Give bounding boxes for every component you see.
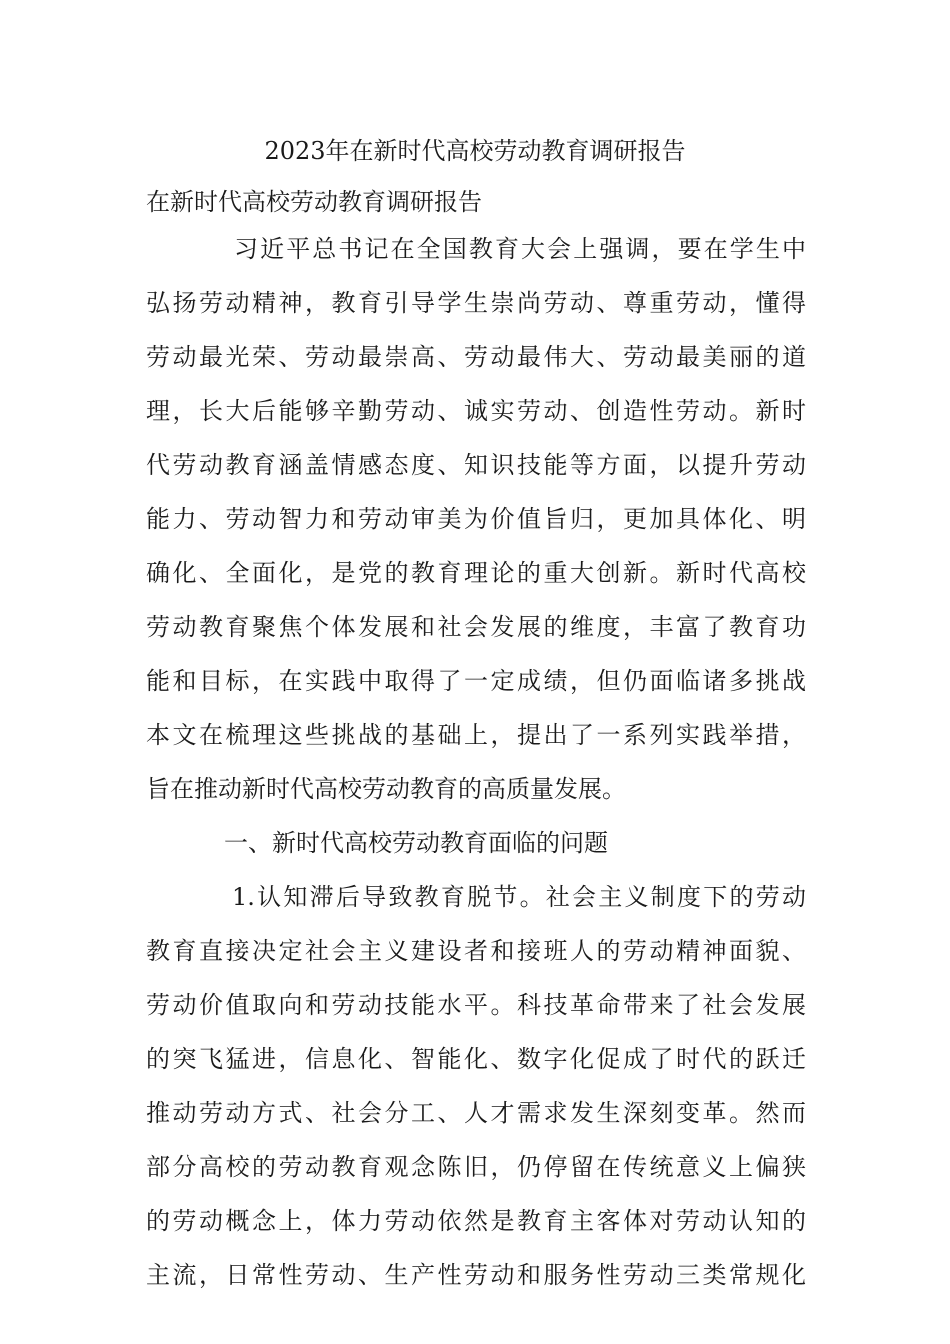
- paragraph-line: 劳动最光荣、劳动最崇高、劳动最伟大、劳动最美丽的道: [146, 343, 806, 371]
- paragraph-line: 理，长大后能够辛勤劳动、诚实劳动、创造性劳动。新时: [146, 397, 806, 425]
- paragraph-line: 代劳动教育涵盖情感态度、知识技能等方面，以提升劳动: [146, 451, 806, 479]
- paragraph-line: 能力、劳动智力和劳动审美为价值旨归，更加具体化、明: [146, 505, 806, 533]
- document-body: [146, 229, 806, 1309]
- paragraph-line: 确化、全面化，是党的教育理论的重大创新。新时代高校: [146, 559, 806, 587]
- paragraph-line: 推动劳动方式、社会分工、人才需求发生深刻变革。然而: [146, 1099, 806, 1127]
- paragraph-line: 劳动教育聚焦个体发展和社会发展的维度，丰富了教育功: [146, 613, 806, 641]
- paragraph-line: 习近平总书记在全国教育大会上强调，要在学生中: [234, 235, 806, 263]
- paragraph-line: 弘扬劳动精神，教育引导学生崇尚劳动、尊重劳动，懂得: [146, 289, 806, 317]
- paragraph-line: 1.认知滞后导致教育脱节。社会主义制度下的劳动: [232, 883, 806, 911]
- document-subtitle: 在新时代高校劳动教育调研报告: [146, 188, 482, 216]
- paragraph-line: 教育直接决定社会主义建设者和接班人的劳动精神面貌、: [146, 937, 806, 965]
- paragraph-line: 能和目标，在实践中取得了一定成绩，但仍面临诸多挑战: [146, 667, 806, 695]
- section-heading: 一、新时代高校劳动教育面临的问题: [224, 829, 608, 857]
- paragraph-line: 主流，日常性劳动、生产性劳动和服务性劳动三类常规化: [146, 1261, 806, 1289]
- paragraph-line: 本文在梳理这些挑战的基础上，提出了一系列实践举措，: [146, 721, 806, 749]
- paragraph-line: 的突飞猛进，信息化、智能化、数字化促成了时代的跃迁: [146, 1045, 806, 1073]
- paragraph-line: 旨在推动新时代高校劳动教育的高质量发展。: [146, 775, 626, 803]
- paragraph-line: 部分高校的劳动教育观念陈旧，仍停留在传统意义上偏狭: [146, 1153, 806, 1181]
- document-title: 2023年在新时代高校劳动教育调研报告: [264, 137, 686, 165]
- paragraph-line: 的劳动概念上，体力劳动依然是教育主客体对劳动认知的: [146, 1207, 806, 1235]
- paragraph-line: 劳动价值取向和劳动技能水平。科技革命带来了社会发展: [146, 991, 806, 1019]
